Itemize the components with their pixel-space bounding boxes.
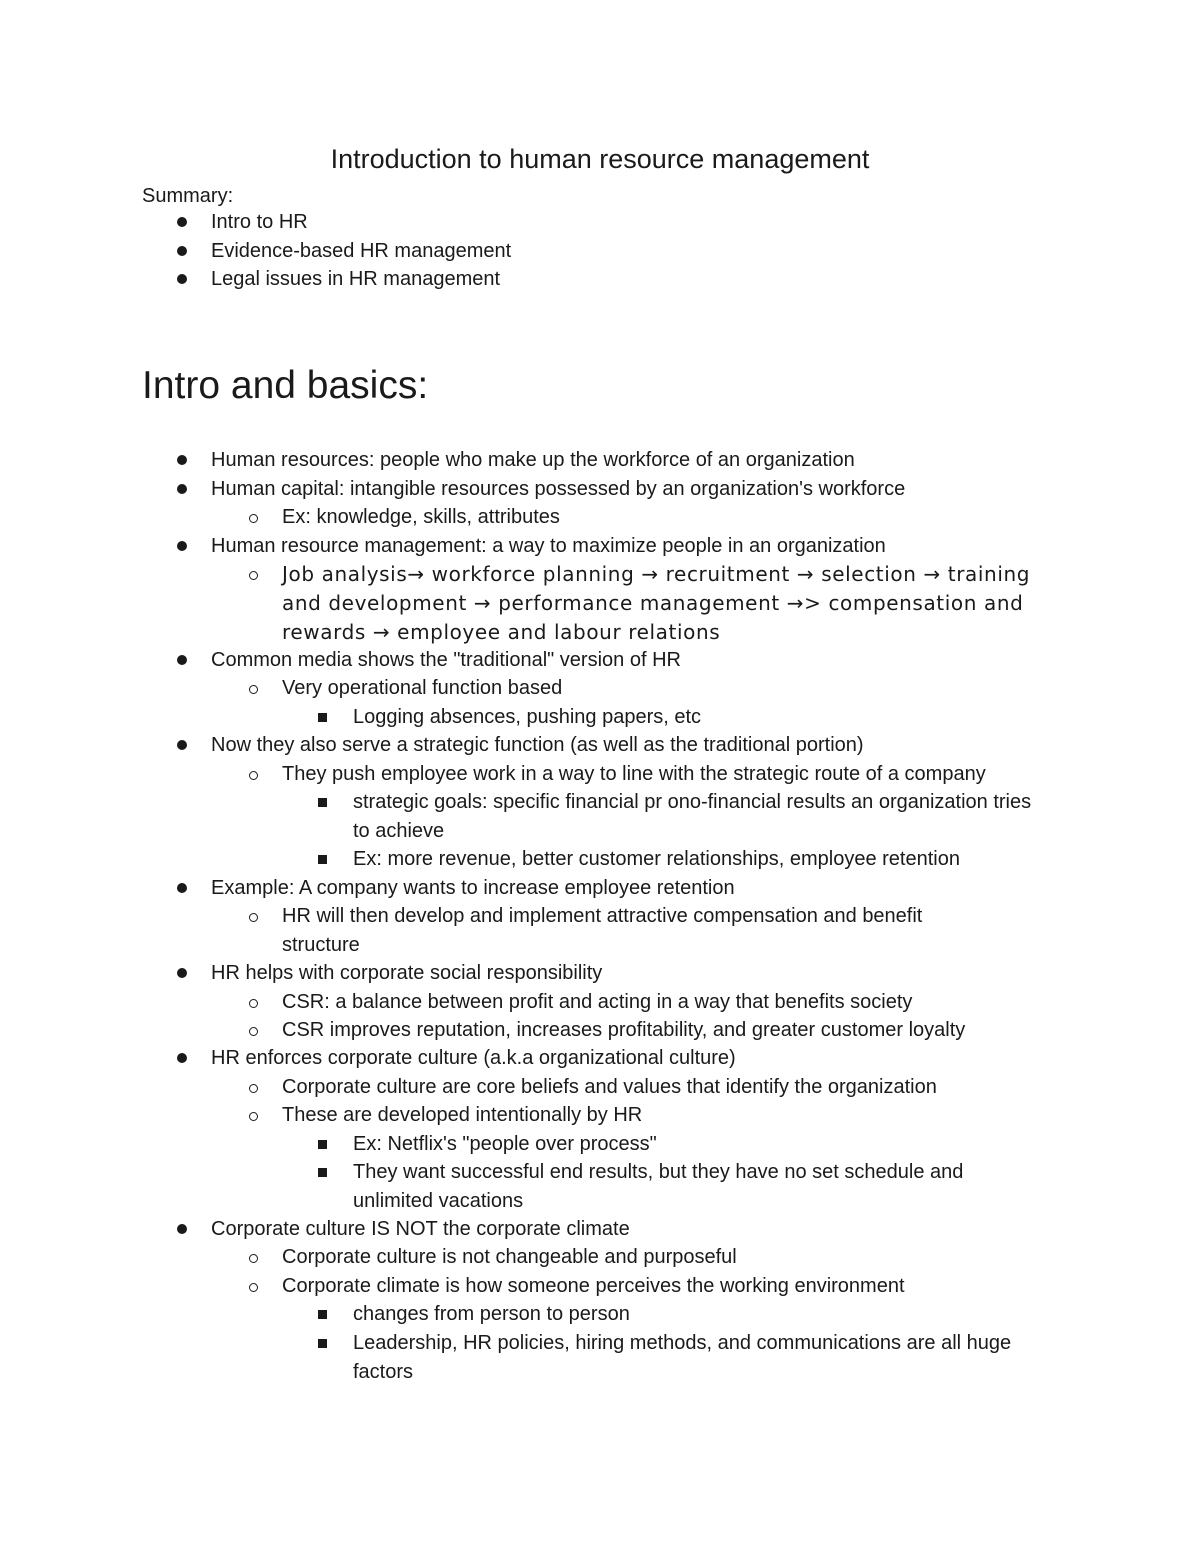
list-item-text: Human resources: people who make up the workforce of an organization (211, 449, 855, 471)
list-item-text: Corporate culture IS NOT the corporate climate (211, 1218, 630, 1240)
list-item (282, 760, 1082, 789)
bullet-circle-icon (249, 913, 258, 922)
bullet-square-icon (318, 713, 327, 722)
bullet-circle-icon (249, 1254, 258, 1263)
bullet-disc-icon (177, 217, 187, 227)
list-item-text: HR enforces corporate culture (a.k.a organizational culture) (211, 1047, 736, 1069)
bullet-disc-icon (177, 740, 187, 750)
list-item (353, 703, 1073, 732)
list-item-text: Example: A company wants to increase employee retention (211, 877, 735, 899)
list-item (282, 1243, 1082, 1272)
bullet-disc-icon (177, 655, 187, 665)
list-item (211, 1044, 1111, 1073)
list-item (282, 1101, 1082, 1130)
bullet-circle-icon (249, 1112, 258, 1121)
list-item (211, 446, 1111, 475)
list-item (353, 1300, 1073, 1329)
list-item (353, 1158, 1033, 1215)
bullet-circle-icon (249, 1027, 258, 1036)
summary-item-text: Evidence-based HR management (211, 240, 512, 262)
list-item-text: strategic goals: specific financial pr ono-financial results an organization tries to achieve (353, 791, 1032, 842)
bullet-disc-icon (177, 246, 187, 256)
bullet-circle-icon (249, 1283, 258, 1292)
list-item (211, 874, 1111, 903)
list-item (211, 475, 1111, 504)
list-item-text: CSR: a balance between profit and acting in a way that benefits society (282, 991, 913, 1013)
bullet-disc-icon (177, 883, 187, 893)
list-item (353, 845, 1073, 874)
list-item (282, 1016, 1082, 1045)
summary-item (211, 265, 1111, 294)
list-item-text: Human resource management: a way to maximize people in an organization (211, 535, 886, 557)
list-item (211, 959, 1111, 988)
list-item-text: Corporate culture are core beliefs and values that identify the organization (282, 1076, 937, 1098)
document-title: Introduction to human resource management (330, 144, 870, 174)
bullet-disc-icon (177, 1224, 187, 1234)
list-item (282, 560, 1052, 647)
list-item (353, 1130, 1073, 1159)
list-item (282, 1272, 1082, 1301)
list-item (211, 1215, 1111, 1244)
list-item (282, 988, 1082, 1017)
list-item (353, 1329, 1033, 1386)
list-item (282, 1073, 1082, 1102)
list-item-text: They push employee work in a way to line with the strategic route of a company (282, 763, 986, 785)
list-item-text: changes from person to person (353, 1303, 630, 1325)
list-item-text: Very operational function based (282, 677, 563, 699)
summary-item-text: Intro to HR (211, 211, 308, 233)
bullet-circle-icon (249, 999, 258, 1008)
bullet-disc-icon (177, 541, 187, 551)
bullet-disc-icon (177, 484, 187, 494)
list-item (282, 674, 1082, 703)
list-item-text: They want successful end results, but they have no set schedule and unlimited vacations (353, 1161, 964, 1212)
list-item-text: Now they also serve a strategic function (as well as the traditional portion) (211, 734, 864, 756)
bullet-disc-icon (177, 1053, 187, 1063)
list-item-text: These are developed intentionally by HR (282, 1104, 643, 1126)
summary-label: Summary: (142, 185, 234, 207)
bullet-square-icon (318, 1168, 327, 1177)
list-item-text: Ex: knowledge, skills, attributes (282, 506, 560, 528)
list-item-text: Logging absences, pushing papers, etc (353, 706, 702, 728)
list-item-text: Ex: Netflix's "people over process" (353, 1133, 657, 1155)
bullet-square-icon (318, 798, 327, 807)
bullet-circle-icon (249, 514, 258, 523)
list-item-text: Human capital: intangible resources possessed by an organization's workforce (211, 478, 906, 500)
bullet-disc-icon (177, 968, 187, 978)
section-heading: Intro and basics: (142, 364, 429, 407)
summary-item-text: Legal issues in HR management (211, 268, 501, 290)
bullet-square-icon (318, 1339, 327, 1348)
list-item-text: HR helps with corporate social responsibility (211, 962, 603, 984)
list-item (211, 646, 1111, 675)
list-item-text: Corporate climate is how someone perceives the working environment (282, 1275, 905, 1297)
list-item-text: Leadership, HR policies, hiring methods, and communications are all huge factors (353, 1332, 1012, 1383)
bullet-circle-icon (249, 1084, 258, 1093)
bullet-disc-icon (177, 455, 187, 465)
list-item-text: Job analysis→ workforce planning → recruitment → selection → training and development → performance management →> compensation and rewards → employee and labour relations (282, 562, 1031, 644)
summary-item (211, 237, 1111, 266)
list-item (282, 503, 1082, 532)
bullet-square-icon (318, 1140, 327, 1149)
summary-item (211, 208, 1111, 237)
list-item-text: HR will then develop and implement attractive compensation and benefit structure (282, 905, 923, 956)
list-item (353, 788, 1053, 845)
list-item-text: Ex: more revenue, better customer relationships, employee retention (353, 848, 960, 870)
bullet-circle-icon (249, 571, 258, 580)
list-item (282, 902, 982, 959)
bullet-disc-icon (177, 274, 187, 284)
bullet-square-icon (318, 1310, 327, 1319)
bullet-circle-icon (249, 771, 258, 780)
list-item-text: Common media shows the "traditional" version of HR (211, 649, 681, 671)
list-item (211, 731, 1111, 760)
bullet-circle-icon (249, 685, 258, 694)
bullet-square-icon (318, 855, 327, 864)
list-item-text: CSR improves reputation, increases profitability, and greater customer loyalty (282, 1019, 966, 1041)
list-item (211, 532, 1111, 561)
list-item-text: Corporate culture is not changeable and purposeful (282, 1246, 737, 1268)
